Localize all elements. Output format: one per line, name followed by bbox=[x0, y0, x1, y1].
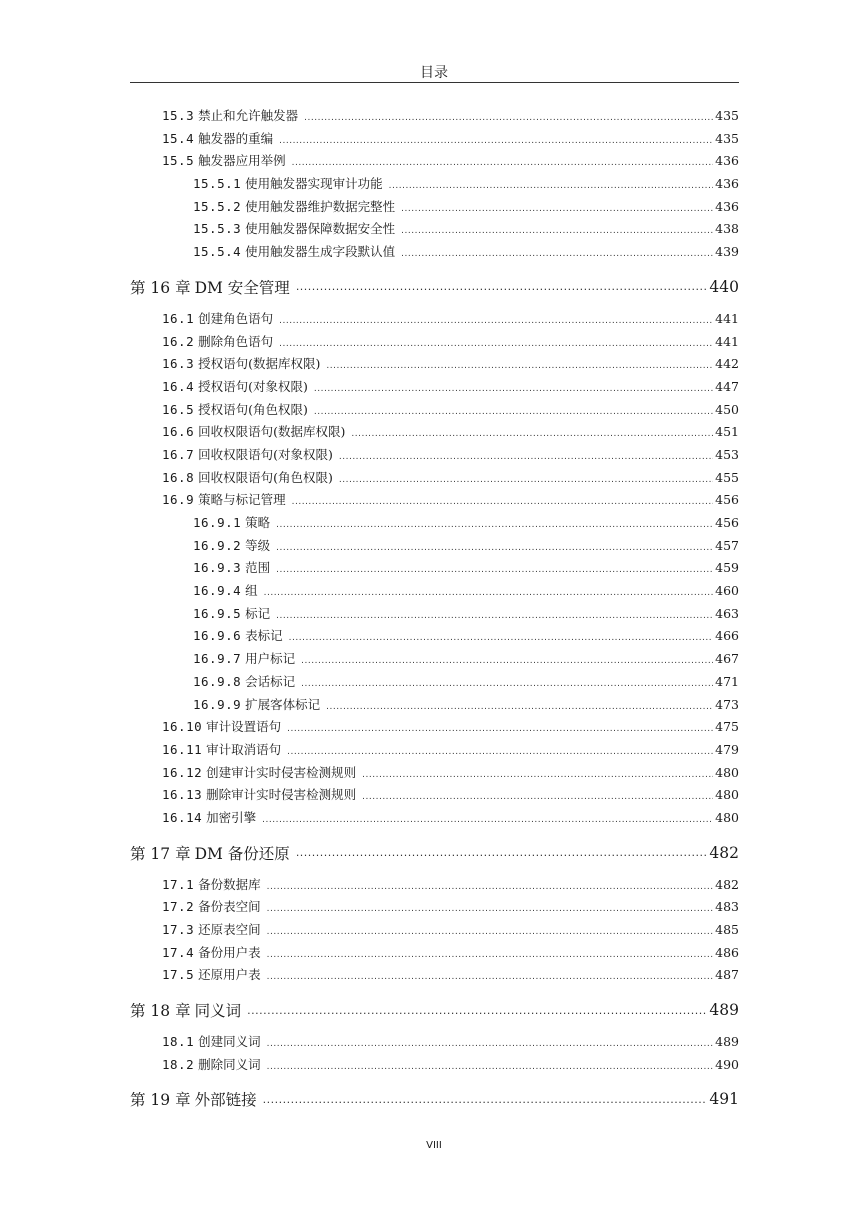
toc-entry-number: 16.9.6 bbox=[193, 628, 242, 644]
toc-entry-number: 15.5.2 bbox=[193, 198, 242, 214]
toc-entry-number: 16.9.4 bbox=[193, 583, 242, 599]
toc-entry-number: 17.4 bbox=[162, 944, 195, 960]
toc-entry-title: 用户标记 bbox=[245, 651, 296, 667]
dot-leader bbox=[351, 429, 713, 439]
dot-leader bbox=[264, 588, 713, 598]
dot-leader bbox=[287, 724, 713, 734]
dot-leader bbox=[401, 204, 713, 214]
toc-entry-number: 16.11 bbox=[162, 741, 203, 757]
toc-entry-title: 授权语句(角色权限) bbox=[198, 401, 308, 417]
dot-leader bbox=[296, 846, 708, 859]
toc-entry-title: 备份表空间 bbox=[198, 899, 261, 915]
toc-entry-page: 442 bbox=[715, 356, 739, 372]
dot-leader bbox=[267, 950, 714, 960]
dot-leader bbox=[326, 361, 713, 371]
dot-leader bbox=[279, 339, 713, 349]
dot-leader bbox=[276, 520, 713, 530]
toc-entry[interactable] bbox=[130, 309, 739, 332]
toc-entry[interactable] bbox=[130, 151, 739, 174]
toc-entry-page: 486 bbox=[715, 944, 739, 960]
dot-leader bbox=[267, 972, 714, 982]
dot-leader bbox=[401, 249, 713, 259]
toc-entry-title: 标记 bbox=[245, 605, 271, 621]
toc-entry-title: 审计取消语句 bbox=[206, 741, 282, 757]
page-number: VIII bbox=[426, 1140, 442, 1151]
toc-entry[interactable] bbox=[130, 377, 739, 400]
toc-entry-page: 485 bbox=[715, 922, 739, 937]
toc-entry[interactable] bbox=[130, 422, 739, 445]
toc-entry[interactable] bbox=[130, 920, 739, 943]
toc-entry-title: 策略 bbox=[245, 515, 271, 530]
dot-leader bbox=[289, 633, 713, 643]
running-header: 目录 bbox=[420, 65, 448, 81]
dot-leader bbox=[301, 679, 713, 689]
dot-leader bbox=[267, 882, 714, 892]
toc-entry-page: 489 bbox=[715, 1034, 739, 1050]
toc-entry-number: 16.9.9 bbox=[193, 696, 242, 712]
toc-chapter-entry[interactable] bbox=[130, 831, 739, 875]
toc-entry-page: 441 bbox=[715, 333, 739, 349]
toc-entry-page: 480 bbox=[715, 809, 739, 825]
toc-entry-number: 17.5 bbox=[162, 967, 195, 983]
dot-leader bbox=[362, 770, 713, 780]
toc-entry[interactable] bbox=[130, 672, 739, 695]
dot-leader bbox=[304, 113, 713, 123]
toc-entry[interactable] bbox=[130, 808, 739, 831]
toc-entry-title: 删除审计实时侵害检测规则 bbox=[206, 787, 357, 803]
toc-entry-page: 455 bbox=[715, 469, 739, 485]
toc-entry-page: 439 bbox=[715, 244, 739, 260]
toc-entry[interactable] bbox=[130, 468, 739, 491]
toc-entry-page: 435 bbox=[715, 130, 739, 146]
toc-entry-title: 授权语句(数据库权限) bbox=[198, 356, 321, 372]
toc-entry[interactable] bbox=[130, 695, 739, 718]
toc-entry[interactable] bbox=[130, 242, 739, 265]
toc-entry-title: 使用触发器实现审计功能 bbox=[245, 176, 383, 192]
dot-leader bbox=[262, 815, 713, 825]
toc-entry-page: 451 bbox=[715, 424, 739, 440]
toc-entry-number: 16.7 bbox=[162, 446, 195, 462]
toc-entry-number: 15.5.3 bbox=[193, 221, 242, 237]
toc-entry-number: 16.1 bbox=[162, 310, 195, 326]
toc-entry[interactable] bbox=[130, 558, 739, 581]
toc-entry-page: 447 bbox=[715, 378, 739, 394]
toc-entry-number: 15.5 bbox=[162, 153, 195, 169]
toc-entry-title: 策略与标记管理 bbox=[198, 492, 286, 508]
toc-entry-page: 441 bbox=[715, 310, 739, 326]
toc-entry-title: 触发器的重编 bbox=[198, 130, 274, 146]
toc-entry[interactable] bbox=[130, 490, 739, 513]
toc-entry-page: 487 bbox=[715, 967, 739, 983]
toc-entry[interactable] bbox=[130, 219, 739, 242]
toc-entry-title: 触发器应用举例 bbox=[198, 153, 286, 169]
toc-entry-number: 17.3 bbox=[162, 922, 195, 937]
toc-entry-title: 回收权限语句(角色权限) bbox=[198, 469, 333, 485]
toc-entry[interactable] bbox=[130, 875, 739, 898]
toc-entry[interactable] bbox=[130, 763, 739, 786]
toc-entry[interactable] bbox=[130, 581, 739, 604]
toc-entry-page: 479 bbox=[715, 741, 739, 757]
toc-entry-number: 16.8 bbox=[162, 469, 195, 485]
toc-entry[interactable] bbox=[130, 897, 739, 920]
toc-entry[interactable] bbox=[130, 332, 739, 355]
toc-entry-number: 16.12 bbox=[162, 764, 203, 780]
toc-entry-title: 组 bbox=[245, 583, 258, 599]
toc-entry-number: 16.14 bbox=[162, 809, 203, 825]
dot-leader bbox=[276, 565, 713, 575]
toc-entry-title: 加密引擎 bbox=[206, 809, 257, 825]
toc-entry-title: 会话标记 bbox=[245, 673, 296, 689]
dot-leader bbox=[339, 452, 713, 462]
toc-entry-number: 16.13 bbox=[162, 787, 203, 803]
toc-entry-page: 453 bbox=[715, 446, 739, 462]
toc-entry[interactable] bbox=[130, 943, 739, 966]
dot-leader bbox=[247, 1004, 707, 1017]
toc-entry-title: DM 备份还原 bbox=[194, 844, 290, 863]
toc-entry-number: 16.9.8 bbox=[193, 673, 242, 689]
toc-entry-title: DM 安全管理 bbox=[194, 278, 290, 297]
toc-entry-number: 第 16 章 bbox=[130, 278, 191, 297]
toc-entry[interactable] bbox=[130, 174, 739, 197]
toc-entry[interactable] bbox=[130, 649, 739, 672]
toc-entry-number: 第 17 章 bbox=[130, 844, 191, 863]
toc-entry-number: 第 18 章 bbox=[130, 1002, 191, 1021]
toc-entry-title: 审计设置语句 bbox=[206, 719, 282, 735]
toc-entry-page: 490 bbox=[715, 1056, 739, 1072]
toc-entry-title: 删除同义词 bbox=[198, 1056, 261, 1072]
toc-entry-page: 463 bbox=[715, 605, 739, 621]
toc-entry[interactable] bbox=[130, 129, 739, 152]
toc-entry-title: 同义词 bbox=[194, 1002, 242, 1021]
toc-entry-page: 473 bbox=[715, 696, 739, 712]
toc-entry-number: 16.2 bbox=[162, 333, 195, 349]
dot-leader bbox=[292, 158, 714, 168]
toc-entry-page: 471 bbox=[715, 673, 739, 689]
toc-entry-number: 16.3 bbox=[162, 356, 195, 372]
dot-leader bbox=[267, 1039, 714, 1049]
toc-entry[interactable] bbox=[130, 354, 739, 377]
toc-entry-number: 第 19 章 bbox=[130, 1091, 191, 1110]
toc-entry[interactable] bbox=[130, 513, 739, 536]
toc-entry-page: 482 bbox=[715, 876, 739, 892]
toc-entry-page: 460 bbox=[715, 583, 739, 599]
toc-entry-title: 删除角色语句 bbox=[198, 333, 274, 349]
toc-entry-page: 467 bbox=[715, 651, 739, 667]
toc-entry-page: 436 bbox=[715, 176, 739, 192]
toc-entry-title: 禁止和允许触发器 bbox=[198, 108, 299, 123]
toc-entry-page: 482 bbox=[709, 843, 739, 862]
toc-entry-page: 466 bbox=[715, 628, 739, 644]
toc-entry-page: 475 bbox=[715, 719, 739, 735]
dot-leader bbox=[362, 792, 713, 802]
toc-chapter-entry[interactable] bbox=[130, 265, 739, 309]
toc-entry-page: 438 bbox=[715, 221, 739, 237]
toc-entry-title: 备份数据库 bbox=[198, 876, 261, 892]
dot-leader bbox=[292, 497, 714, 507]
dot-leader bbox=[276, 543, 713, 553]
toc-entry-title: 范围 bbox=[245, 560, 271, 576]
toc-entry-number: 16.4 bbox=[162, 378, 195, 394]
toc-entry-number: 16.9.2 bbox=[193, 537, 242, 553]
toc-entry[interactable] bbox=[130, 197, 739, 220]
toc-entry[interactable] bbox=[130, 965, 739, 988]
toc-entry-number: 16.5 bbox=[162, 401, 195, 417]
toc-entry-title: 创建同义词 bbox=[198, 1034, 261, 1050]
toc-entry-title: 表标记 bbox=[245, 628, 283, 644]
toc-chapter-entry[interactable] bbox=[130, 1077, 739, 1121]
toc-entry-title: 授权语句(对象权限) bbox=[198, 378, 308, 394]
dot-leader bbox=[314, 384, 713, 394]
toc-entry[interactable] bbox=[130, 1032, 739, 1055]
toc-entry-number: 16.10 bbox=[162, 719, 203, 735]
toc-entry-page: 440 bbox=[709, 277, 739, 296]
dot-leader bbox=[296, 280, 708, 293]
toc-entry-page: 457 bbox=[715, 537, 739, 553]
toc-entry-number: 17.2 bbox=[162, 899, 195, 915]
toc-entry-number: 15.5.4 bbox=[193, 244, 242, 260]
toc-entry-page: 436 bbox=[715, 153, 739, 169]
toc-entry-page: 483 bbox=[715, 899, 739, 915]
dot-leader bbox=[401, 226, 713, 236]
toc-entry-page: 489 bbox=[709, 1001, 739, 1020]
dot-leader bbox=[267, 1062, 714, 1072]
toc-entry-title: 备份用户表 bbox=[198, 944, 261, 960]
dot-leader bbox=[314, 407, 713, 417]
toc-chapter-entry[interactable] bbox=[130, 988, 739, 1032]
toc-entry-title: 创建角色语句 bbox=[198, 310, 274, 326]
toc-entry-number: 16.9 bbox=[162, 492, 195, 508]
toc-entry[interactable] bbox=[130, 106, 739, 129]
toc-entry-title: 使用触发器生成字段默认值 bbox=[245, 244, 396, 260]
toc-entry-page: 480 bbox=[715, 787, 739, 803]
toc-entry-number: 17.1 bbox=[162, 876, 195, 892]
toc-entry-number: 16.9.1 bbox=[193, 515, 242, 530]
toc-entry-title: 使用触发器保障数据安全性 bbox=[245, 221, 396, 237]
dot-leader bbox=[279, 136, 713, 146]
toc-entry-page: 450 bbox=[715, 401, 739, 417]
toc-entry-page: 456 bbox=[715, 492, 739, 508]
toc-entry[interactable] bbox=[130, 604, 739, 627]
toc-entry[interactable] bbox=[130, 400, 739, 423]
toc-entry-number: 15.4 bbox=[162, 130, 195, 146]
toc-entry-page: 480 bbox=[715, 764, 739, 780]
toc-entry-number: 16.9.7 bbox=[193, 651, 242, 667]
toc-entry-title: 还原表空间 bbox=[198, 922, 261, 937]
toc-entry[interactable] bbox=[130, 785, 739, 808]
dot-leader bbox=[287, 747, 713, 757]
toc-entry[interactable] bbox=[130, 740, 739, 763]
toc-entry-page: 459 bbox=[715, 560, 739, 576]
header-rule bbox=[130, 82, 739, 83]
dot-leader bbox=[267, 927, 714, 937]
toc-entry-number: 16.9.5 bbox=[193, 605, 242, 621]
toc-entry-page: 456 bbox=[715, 515, 739, 530]
toc-entry-title: 创建审计实时侵害检测规则 bbox=[206, 764, 357, 780]
toc-entry[interactable] bbox=[130, 1055, 739, 1078]
toc-entry-page: 436 bbox=[715, 198, 739, 214]
dot-leader bbox=[267, 904, 714, 914]
toc-entry-title: 还原用户表 bbox=[198, 967, 261, 983]
toc-entry-page: 491 bbox=[709, 1090, 739, 1109]
toc-entry-number: 15.3 bbox=[162, 108, 195, 123]
toc-entry-title: 使用触发器维护数据完整性 bbox=[245, 198, 396, 214]
toc-entry-number: 18.1 bbox=[162, 1034, 195, 1050]
toc-entry-number: 16.6 bbox=[162, 424, 195, 440]
toc-entry-number: 16.9.3 bbox=[193, 560, 242, 576]
dot-leader bbox=[276, 611, 713, 621]
toc-entry[interactable] bbox=[130, 626, 739, 649]
toc-entry-title: 回收权限语句(对象权限) bbox=[198, 446, 333, 462]
table-of-contents bbox=[130, 106, 739, 1121]
dot-leader bbox=[301, 656, 713, 666]
dot-leader bbox=[339, 475, 713, 485]
toc-entry-page: 435 bbox=[715, 108, 739, 123]
toc-entry-number: 15.5.1 bbox=[193, 176, 242, 192]
dot-leader bbox=[263, 1093, 708, 1106]
toc-entry[interactable] bbox=[130, 717, 739, 740]
toc-entry-title: 回收权限语句(数据库权限) bbox=[198, 424, 346, 440]
toc-entry-title: 扩展客体标记 bbox=[245, 696, 321, 712]
toc-entry-number: 18.2 bbox=[162, 1056, 195, 1072]
toc-entry[interactable] bbox=[130, 445, 739, 468]
dot-leader bbox=[279, 316, 713, 326]
toc-entry[interactable] bbox=[130, 536, 739, 559]
dot-leader bbox=[389, 181, 713, 191]
dot-leader bbox=[326, 702, 713, 712]
toc-entry-title: 外部链接 bbox=[194, 1091, 257, 1110]
toc-entry-title: 等级 bbox=[245, 537, 271, 553]
